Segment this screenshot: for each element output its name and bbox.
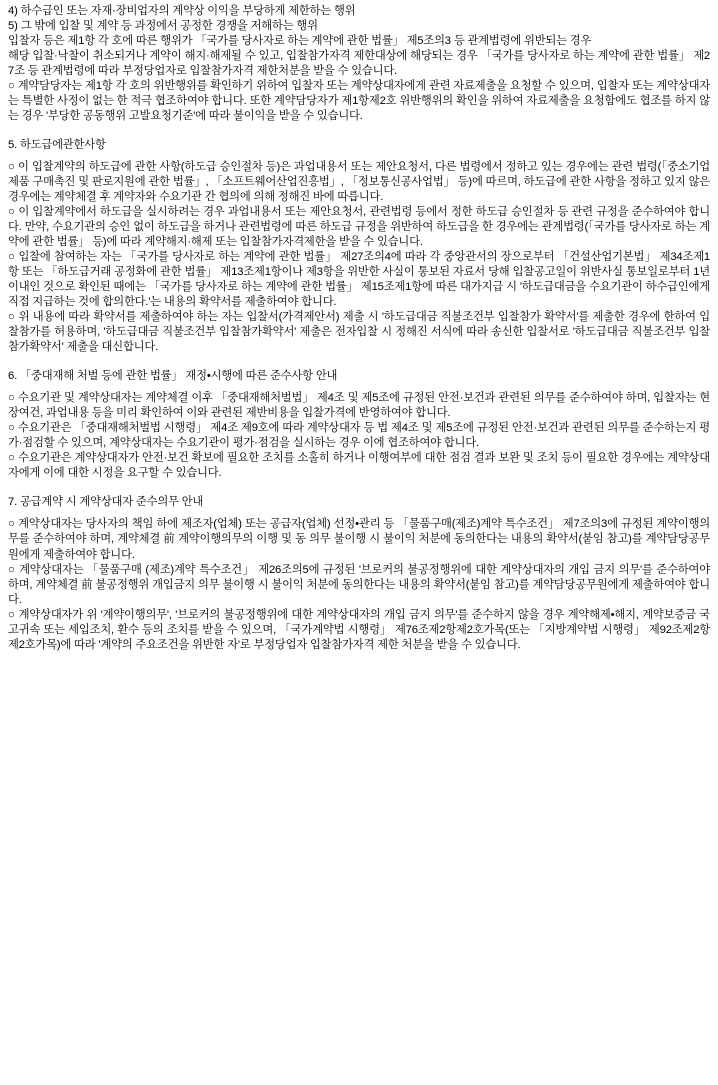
paragraph: ○ 이 입찰계약에서 하도급을 실시하려는 경우 과업내용서 또는 제안요청서, 관련법령 등에서 정한 하도급 승인절차 등 관련 규정을 준수하여야 합니다. 만약, 수요기관의 승인 없이 하도급을 하거나 관련법령에 따른 하도급 규정을 위반하여 하도급을 한 경우에는 관계법령(「국가를 당사자로 하는 계약에 관한 법률」 등)에 따라 계약해지·해제 또는 입찰참가자격제한을 받을 수 있습니다. <box>8 206 710 249</box>
section-heading: 6. 「중대재해 처벌 등에 관한 법률」 재정•시행에 따른 준수사항 안내 <box>8 370 338 383</box>
section-spacer <box>8 355 710 369</box>
paragraph: ○ 계약상대자는 당사자의 책임 하에 제조자(업체) 또는 공급자(업체) 선정•관리 등 「물품구매(제조)계약 특수조건」 제7조의3에 규정된 계약이행의무를 준수하여야 하며, 계약체결 前 계약이행의무의 이행 및 동 의무 불이행 시 불이익 처분에 동의한다는 내용의 확약서(붙임 참고)를 계약담당공무원에게 제출하여야 합니다. <box>8 518 710 561</box>
paragraph: ○ 계약상대자가 위 '계약이행의무', '브로커의 불공정행위에 대한 계약상대자의 개입 금지 의무'를 준수하지 않을 경우 계약해제•해지, 계약보증금 국고귀속 또는 세입조치, 환수 등의 조치를 받을 수 있으며, 「국가계약법 시행령」 제76조제2항제2호가목(또는 「지방계약법 시행령」 제92조제2항제2호가목)에 따라 '계약의 주요조건을 위반한 자'로 부정당업자 입찰참가자격 제한 처분을 받을 수 있습니다. <box>8 608 710 651</box>
section-heading: 5. 하도급에관한사항 <box>8 139 106 152</box>
paragraph: 5) 그 밖에 입찰 및 계약 등 과정에서 공정한 경쟁을 저해하는 행위 <box>8 20 318 33</box>
paragraph: ○ 입찰에 참여하는 자는 「국가를 당사자로 하는 계약에 관한 법률」 제27조의4에 따라 각 중앙관서의 장으로부터 「건설산업기본법」 제34조제1항 또는 「하도급거래 공정화에 관한 법률」 제13조제1항이나 제3항을 위반한 사실이 통보된 자료서 당해 입찰공고일이 위반사실 통보일로부터 1년 이내인 것으로 확인된 때에는 「국가를 당사자로 하는 계약에 관한 법률」 제15조제1항에 따른 대가지급 시 '하도급대금을 수요기관이 하수급인에게 직접 지급하는 것에 합의한다.'는 내용의 확약서를 제출하여야 합니다. <box>8 251 710 309</box>
paragraph: 4) 하수급인 또는 자재·장비업자의 계약상 이익을 부당하게 제한하는 행위 <box>8 5 356 17</box>
heading-spacer <box>8 153 710 160</box>
paragraph: ○ 계약담당자는 제1항 각 호의 위반행위를 확인하기 위하여 입찰자 또는 계약상대자에게 관련 자료제출을 요청할 수 있으며, 입찰자 또는 계약상대자는 특별한 사정이 없는 한 적극 협조하여야 합니다. 또한 계약담당자가 제1항제2호 위반행위의 확인을 위하여 자료제출을 요청함에도 협조를 하지 않는 경우 '부당한 공동행위 고발요청기준'에 따라 불이익을 받을 수 있습니다. <box>8 80 710 123</box>
section-spacer <box>8 124 710 138</box>
paragraph: ○ 위 내용에 따라 확약서를 제출하여야 하는 자는 입찰서(가격제안서) 제출 시 '하도급대금 직불조건부 입찰참가 확약서'를 제출한 경우에 한하여 입찰참가를 허용하며, '하도급대금 직불조건부 입찰참가확약서' 제출은 전자입찰 시 정해진 서식에 따라 송신한 입찰서로 '하도급대금 직불조건부 입찰참가확약서' 제출을 대신합니다. <box>8 311 710 354</box>
section-spacer <box>8 481 710 495</box>
paragraph: ○ 계약상대자는 「물품구매 (제조)계약 특수조건」 제26조의5에 규정된 '브로커의 불공정행위에 대한 계약상대자의 개입 금지 의무'를 준수하여야 하며, 계약체결 前 불공정행위 개입금지 의무 불이행 시 불이익 처분에 동의한다는 내용의 확약서(붙임 참고)를 계약담당공무원에게 제출하여야 합니다. <box>8 563 710 606</box>
paragraph: 해당 입찰·낙찰이 취소되거나 계약이 해지·해제될 수 있고, 입찰참가자격 제한대상에 해당되는 경우 「국가를 당사자로 하는 계약에 관한 법률」 제27조 등 관계법령에 따라 부정당업자로 입찰참가자격 제한처분을 받을 수 있습니다. <box>8 50 710 78</box>
paragraph: 입찰자 등은 제1항 각 호에 따른 행위가 「국가를 당사자로 하는 계약에 관한 법률」 제5조의3 등 관계법령에 위반되는 경우 <box>8 35 592 48</box>
paragraph: ○ 이 입찰계약의 하도급에 관한 사항(하도급 승인절차 등)은 과업내용서 또는 제안요청서, 다른 법령에서 정하고 있는 경우에는 관련 법령(「중소기업제품 구매촉진 및 판로지원에 관한 법률」, 「소프트웨어산업진흥법」, 「정보통신공사업법」 등)에 따르며, 하도급에 관한 사항을 정하고 있지 않은 경우에는 계약체결 후 계약자와 수요기관 간 협의에 의해 정해진 바에 따릅니다. <box>8 161 710 204</box>
paragraph: ○ 수요기관은 계약상대자가 안전·보건 확보에 필요한 조치를 소홀히 하거나 이행여부에 대한 점검 결과 보완 및 조치 등이 필요한 경우에는 계약상대자에게 이에 대한 시정을 요구할 수 있습니다. <box>8 452 710 480</box>
paragraph: ○ 수요기관은 「중대재해처벌법 시행령」 제4조 제9호에 따라 계약상대자 등 법 제4조 및 제5조에 규정된 안전·보건과 관련된 의무를 준수하는지 평가·점검할 수 있으며, 계약상대자는 수요기관이 평가·점검을 실시하는 경우 이에 협조하여야 합니다. <box>8 422 710 450</box>
heading-spacer <box>8 384 710 391</box>
document-body <box>8 4 710 653</box>
section-heading: 7. 공급계약 시 계약상대자 준수의무 안내 <box>8 496 204 509</box>
paragraph: ○ 수요기관 및 계약상대자는 계약체결 이후 「중대재해처벌법」 제4조 및 제5조에 규정된 안전·보건과 관련된 의무를 준수하여야 하며, 입찰자는 현장여건, 과업내용 등을 미리 확인하여 이와 관련된 제반비용을 입찰가격에 반영하여야 합니다. <box>8 392 710 420</box>
heading-spacer <box>8 510 710 517</box>
